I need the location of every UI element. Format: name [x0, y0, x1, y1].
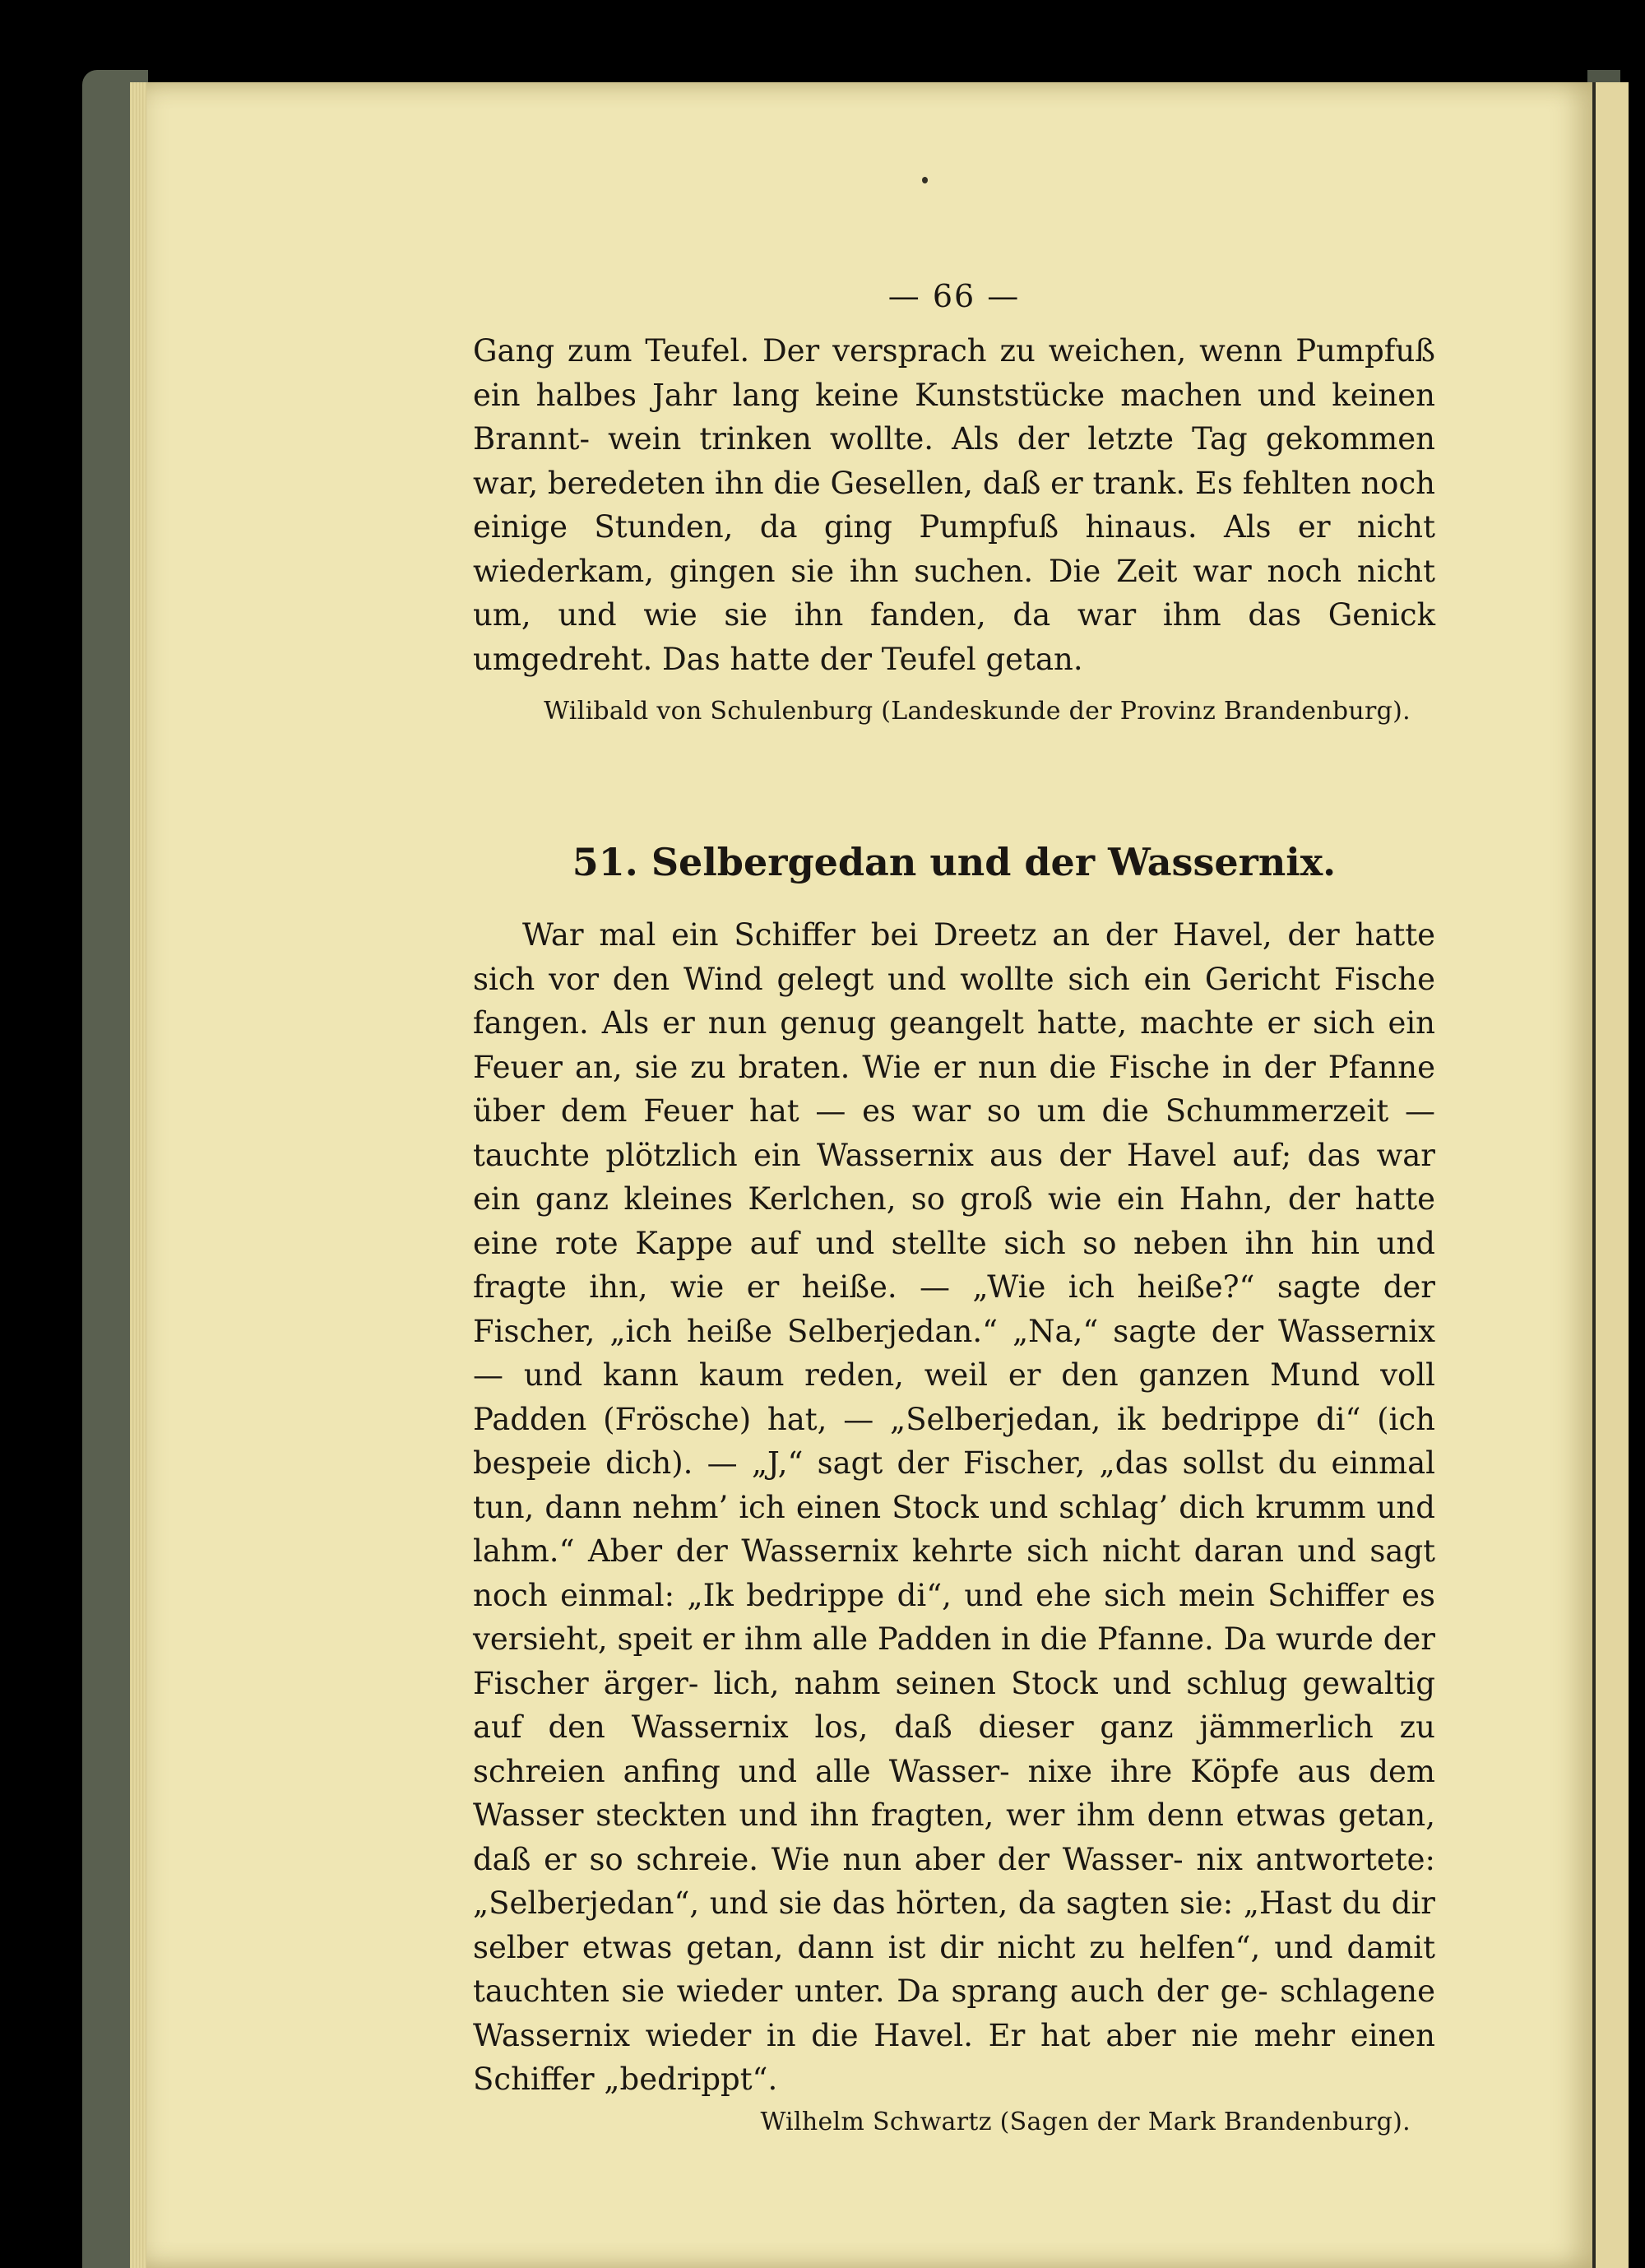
page-edges	[130, 82, 146, 2268]
page-text-block	[473, 271, 1435, 2143]
story-paragraph: War mal ein Schiffer bei Dreetz an der Havel, der hatte sich vor den Wind gelegt und wollte sich ein Gericht Fische fangen. Als er nun genug geangelt hatte, machte er sich ein Feuer an, sie zu braten. Wie er nun die Fische in der Pfanne über dem Feuer hat — es war so um die Schummerzeit — tauchte plötzlich ein Wassernix aus der Havel auf; das war ein ganz kleines Kerlchen, so groß wie ein Hahn, der hatte eine rote Kappe auf und stellte sich so neben ihn hin und fragte ihn, wie er heiße. — „Wie ich heiße?“ sagte der Fischer, „ich heiße Selberjedan.“ „Na,“ sagte der Wassernix — und kann kaum reden, weil er den ganzen Mund voll Padden (Frösche) hat, — „Selberjedan, ik bedrippe di“ (ich bespeie dich). — „J,“ sagt der Fischer, „das sollst du einmal tun, dann nehm’ ich einen Stock und schlag’ dich krumm und lahm.“ Aber der Wassernix kehrte sich nicht daran und sagt noch einmal: „Ik bedrippe di“, und ehe sich mein Schiffer es versieht, speit er ihm alle Padden in die Pfanne. Da wurde der Fischer ärger- lich, nahm seinen Stock und schlug gewaltig auf den Wassernix los, daß dieser ganz jämmerlich zu schreien anfing und alle Wasser- nixe ihre Köpfe aus dem Wasser steckten und ihn fragten, wer ihm denn etwas getan, daß er so schreie. Wie nun aber der Wasser- nix antwortete: „Selberjedan“, und sie das hörten, da sagten sie: „Hast du dir selber etwas getan, dann ist dir nicht zu helfen“, und damit tauchten sie wieder unter. Da sprang auch der ge- schlagene Wassernix wieder in die Havel. Er hat aber nie mehr einen Schiffer „bedrippt“.	[473, 917, 1435, 2097]
story-title: 51. Selbergedan und der Wassernix.	[572, 840, 1337, 884]
page-number: — 66 —	[887, 278, 1021, 314]
ink-dot	[922, 177, 928, 183]
next-page-edge	[1592, 82, 1629, 2268]
story-attribution: Wilhelm Schwartz (Sagen der Mark Brandenburg).	[760, 2107, 1411, 2136]
previous-story-attribution: Wilibald von Schulenburg (Landeskunde der Provinz Brandenburg).	[544, 697, 1411, 726]
previous-story-paragraph: Gang zum Teufel. Der versprach zu weichen, wenn Pumpfuß ein halbes Jahr lang keine Kunststücke machen und keinen Brannt- wein trinken wollte. Als der letzte Tag gekommen war, beredeten ihn die Gesellen, daß er trank. Es fehlten noch einige Stunden, da ging Pumpfuß hinaus. Als er nicht wiederkam, gingen sie ihn suchen. Die Zeit war noch nicht um, und wie sie ihn fanden, da war ihm das Genick umgedreht. Das hatte der Teufel getan.	[473, 333, 1435, 677]
